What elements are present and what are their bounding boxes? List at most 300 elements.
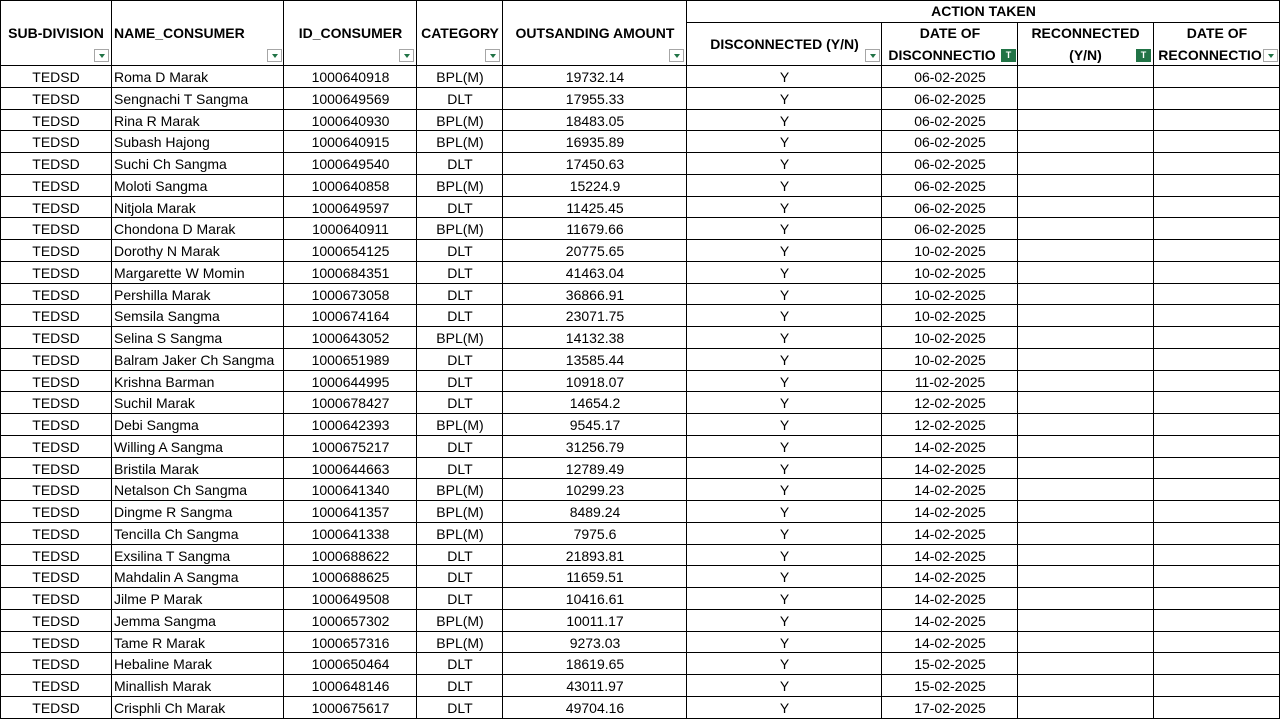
cell-id-consumer[interactable]: 1000675217 [311,438,390,455]
cell-category[interactable]: DLT [447,373,473,390]
cell-disconnection-date[interactable]: 14-02-2025 [914,569,986,586]
cell-outstanding-amount[interactable]: 11679.66 [566,221,624,238]
header-reconnected-line2[interactable]: (Y/N) [1069,47,1102,63]
cell-id-consumer[interactable]: 1000641340 [311,482,390,499]
filter-dropdown-disconnected[interactable] [865,49,880,62]
table-row[interactable] [0,305,1280,327]
cell-sub-division[interactable]: TEDSD [32,547,80,564]
table-row[interactable] [0,479,1280,501]
cell-outstanding-amount[interactable]: 43011.97 [566,678,624,694]
table-row[interactable] [0,66,1280,88]
cell-id-consumer[interactable]: 1000649597 [311,199,390,216]
cell-name-consumer[interactable]: Netalson Ch Sangma [114,482,248,499]
cell-disconnection-date[interactable]: 14-02-2025 [914,634,986,651]
cell-name-consumer[interactable]: Jilme P Marak [114,591,203,607]
cell-outstanding-amount[interactable]: 10416.61 [565,591,625,607]
cell-category[interactable]: DLT [447,199,473,216]
cell-reconnection-date[interactable] [1155,131,1279,153]
filter-dropdown-id-consumer[interactable] [399,49,414,62]
cell-reconnection-date[interactable] [1155,697,1279,719]
table-row[interactable] [0,653,1280,675]
cell-sub-division[interactable]: TEDSD [32,417,80,433]
cell-outstanding-amount[interactable]: 11425.45 [566,199,624,216]
cell-disconnected[interactable]: Y [779,591,790,607]
header-disc-date-line2[interactable]: DISCONNECTIO [888,47,996,63]
cell-id-consumer[interactable]: 1000641338 [311,525,390,542]
cell-name-consumer[interactable]: Krishna Barman [114,373,215,390]
table-row[interactable] [0,371,1280,393]
cell-reconnection-date[interactable] [1155,197,1279,219]
cell-disconnection-date[interactable]: 14-02-2025 [914,591,986,607]
cell-outstanding-amount[interactable]: 12789.49 [565,460,625,477]
cell-disconnected[interactable]: Y [779,547,790,564]
cell-id-consumer[interactable]: 1000640918 [311,69,390,85]
cell-reconnection-date[interactable] [1155,479,1279,501]
cell-name-consumer[interactable]: Pershilla Marak [114,286,211,303]
cell-reconnection-date[interactable] [1155,610,1279,632]
cell-disconnected[interactable]: Y [779,612,790,629]
cell-category[interactable]: BPL(M) [436,177,484,194]
cell-reconnected[interactable] [1019,240,1152,262]
cell-reconnection-date[interactable] [1155,675,1279,697]
cell-disconnection-date[interactable]: 14-02-2025 [914,612,986,629]
cell-disconnection-date[interactable]: 10-02-2025 [914,243,986,259]
table-row[interactable] [0,284,1280,306]
cell-category[interactable]: DLT [447,264,473,281]
cell-reconnected[interactable] [1019,458,1152,480]
table-row[interactable] [0,197,1280,219]
header-disc-date-line1[interactable]: DATE OF [919,25,981,41]
table-row[interactable] [0,88,1280,110]
cell-category[interactable]: DLT [447,90,473,107]
cell-sub-division[interactable]: TEDSD [32,699,80,716]
cell-reconnected[interactable] [1019,197,1152,219]
header-rec-date-line2[interactable]: RECONNECTIO [1158,47,1262,63]
cell-reconnection-date[interactable] [1155,153,1279,175]
cell-name-consumer[interactable]: Suchil Marak [114,395,195,412]
cell-outstanding-amount[interactable]: 9273.03 [569,634,621,651]
cell-disconnected[interactable]: Y [779,460,790,477]
table-row[interactable] [0,545,1280,567]
cell-id-consumer[interactable]: 1000640858 [311,177,390,194]
cell-name-consumer[interactable]: Selina S Sangma [114,330,223,346]
cell-disconnection-date[interactable]: 06-02-2025 [914,90,986,107]
header-outstanding-amount[interactable]: OUTSANDING AMOUNT [515,25,675,41]
cell-category[interactable]: DLT [447,438,473,455]
cell-category[interactable]: BPL(M) [436,634,484,651]
cell-disconnection-date[interactable]: 14-02-2025 [914,460,986,477]
cell-disconnected[interactable]: Y [779,199,790,216]
cell-name-consumer[interactable]: Tame R Marak [114,634,206,651]
cell-sub-division[interactable]: TEDSD [32,591,80,607]
cell-reconnection-date[interactable] [1155,305,1279,327]
cell-category[interactable]: DLT [447,156,473,172]
cell-id-consumer[interactable]: 1000649540 [311,156,390,172]
cell-reconnection-date[interactable] [1155,349,1279,371]
cell-disconnected[interactable]: Y [779,438,790,455]
cell-sub-division[interactable]: TEDSD [32,656,80,673]
cell-id-consumer[interactable]: 1000673058 [311,286,390,303]
cell-sub-division[interactable]: TEDSD [32,373,80,390]
cell-id-consumer[interactable]: 1000675617 [311,699,390,716]
cell-reconnected[interactable] [1019,610,1152,632]
cell-category[interactable]: DLT [447,308,473,325]
filter-active-disc-date[interactable] [1001,49,1016,62]
cell-sub-division[interactable]: TEDSD [32,221,80,238]
table-row[interactable] [0,110,1280,132]
table-row[interactable] [0,327,1280,349]
cell-reconnected[interactable] [1019,501,1152,523]
cell-reconnected[interactable] [1019,523,1152,545]
cell-reconnected[interactable] [1019,632,1152,654]
cell-reconnection-date[interactable] [1155,66,1279,88]
cell-disconnected[interactable]: Y [779,69,790,85]
cell-sub-division[interactable]: TEDSD [32,90,80,107]
cell-category[interactable]: BPL(M) [436,482,484,499]
cell-id-consumer[interactable]: 1000649508 [311,591,390,607]
cell-category[interactable]: BPL(M) [436,221,484,238]
cell-name-consumer[interactable]: Bristila Marak [114,460,199,477]
cell-reconnected[interactable] [1019,327,1152,349]
cell-name-consumer[interactable]: Dorothy N Marak [114,243,220,259]
cell-reconnection-date[interactable] [1155,414,1279,436]
cell-reconnected[interactable] [1019,675,1152,697]
cell-disconnection-date[interactable]: 11-02-2025 [914,373,986,390]
cell-name-consumer[interactable]: Willing A Sangma [114,438,223,455]
cell-reconnection-date[interactable] [1155,458,1279,480]
cell-reconnection-date[interactable] [1155,501,1279,523]
table-row[interactable] [0,240,1280,262]
cell-disconnection-date[interactable]: 12-02-2025 [914,395,986,412]
cell-reconnection-date[interactable] [1155,262,1279,284]
cell-sub-division[interactable]: TEDSD [32,308,80,325]
cell-disconnection-date[interactable]: 10-02-2025 [914,286,986,303]
cell-sub-division[interactable]: TEDSD [32,634,80,651]
cell-outstanding-amount[interactable]: 9545.17 [569,417,621,433]
cell-name-consumer[interactable]: Minallish Marak [114,678,212,694]
cell-name-consumer[interactable]: Tencilla Ch Sangma [114,525,239,542]
cell-category[interactable]: BPL(M) [436,134,484,151]
cell-disconnected[interactable]: Y [779,221,790,238]
cell-sub-division[interactable]: TEDSD [32,112,80,129]
cell-disconnection-date[interactable]: 15-02-2025 [914,656,986,673]
cell-outstanding-amount[interactable]: 31256.79 [565,438,625,455]
cell-reconnection-date[interactable] [1155,392,1279,414]
cell-name-consumer[interactable]: Margarette W Momin [114,264,245,281]
cell-category[interactable]: DLT [447,591,473,607]
cell-reconnection-date[interactable] [1155,566,1279,588]
cell-category[interactable]: DLT [447,460,473,477]
cell-disconnection-date[interactable]: 06-02-2025 [914,199,986,216]
cell-disconnection-date[interactable]: 06-02-2025 [914,134,986,151]
cell-outstanding-amount[interactable]: 11659.51 [566,569,624,586]
cell-outstanding-amount[interactable]: 17450.63 [565,156,625,172]
cell-id-consumer[interactable]: 1000650464 [311,656,390,673]
table-row[interactable] [0,588,1280,610]
cell-sub-division[interactable]: TEDSD [32,69,80,85]
cell-id-consumer[interactable]: 1000684351 [311,264,390,281]
cell-outstanding-amount[interactable]: 16935.89 [565,134,625,151]
cell-id-consumer[interactable]: 1000678427 [311,395,390,412]
cell-reconnection-date[interactable] [1155,523,1279,545]
cell-disconnected[interactable]: Y [779,264,790,281]
header-id-consumer[interactable]: ID_CONSUMER [298,25,403,41]
table-row[interactable] [0,218,1280,240]
table-row[interactable] [0,697,1280,719]
cell-name-consumer[interactable]: Crisphli Ch Marak [114,699,226,716]
cell-disconnected[interactable]: Y [779,504,790,520]
cell-outstanding-amount[interactable]: 21893.81 [565,547,625,564]
cell-sub-division[interactable]: TEDSD [32,612,80,629]
table-row[interactable] [0,414,1280,436]
cell-reconnected[interactable] [1019,175,1152,197]
cell-disconnection-date[interactable]: 14-02-2025 [914,482,986,499]
cell-name-consumer[interactable]: Hebaline Marak [114,656,213,673]
cell-id-consumer[interactable]: 1000644663 [311,460,390,477]
cell-sub-division[interactable]: TEDSD [32,569,80,586]
cell-name-consumer[interactable]: Rina R Marak [114,112,200,129]
cell-reconnection-date[interactable] [1155,240,1279,262]
header-disconnected[interactable]: DISCONNECTED (Y/N) [710,36,859,52]
cell-reconnected[interactable] [1019,545,1152,567]
cell-disconnected[interactable]: Y [779,112,790,129]
cell-id-consumer[interactable]: 1000688625 [311,569,390,586]
cell-category[interactable]: DLT [447,286,473,303]
cell-disconnection-date[interactable]: 14-02-2025 [914,438,986,455]
cell-sub-division[interactable]: TEDSD [32,330,80,346]
filter-dropdown-rec-date[interactable] [1263,49,1278,62]
cell-category[interactable]: BPL(M) [436,504,484,520]
cell-reconnected[interactable] [1019,88,1152,110]
cell-disconnection-date[interactable]: 06-02-2025 [914,69,986,85]
cell-outstanding-amount[interactable]: 36866.91 [565,286,625,303]
table-row[interactable] [0,131,1280,153]
cell-disconnected[interactable]: Y [779,351,790,368]
cell-reconnected[interactable] [1019,566,1152,588]
cell-disconnected[interactable]: Y [779,482,790,499]
header-reconnected-line1[interactable]: RECONNECTED [1031,25,1140,41]
cell-disconnected[interactable]: Y [779,286,790,303]
cell-sub-division[interactable]: TEDSD [32,504,80,520]
cell-disconnection-date[interactable]: 12-02-2025 [914,417,986,433]
cell-id-consumer[interactable]: 1000654125 [311,243,390,259]
cell-reconnection-date[interactable] [1155,175,1279,197]
cell-reconnection-date[interactable] [1155,284,1279,306]
cell-reconnected[interactable] [1019,349,1152,371]
cell-sub-division[interactable]: TEDSD [32,177,80,194]
cell-disconnected[interactable]: Y [779,177,790,194]
cell-name-consumer[interactable]: Sengnachi T Sangma [114,90,249,107]
header-name-consumer[interactable]: NAME_CONSUMER [114,25,245,41]
cell-sub-division[interactable]: TEDSD [32,199,80,216]
cell-outstanding-amount[interactable]: 41463.04 [565,264,625,281]
cell-sub-division[interactable]: TEDSD [32,482,80,499]
cell-sub-division[interactable]: TEDSD [32,243,80,259]
cell-name-consumer[interactable]: Jemma Sangma [114,612,216,629]
cell-category[interactable]: DLT [447,351,473,368]
table-row[interactable] [0,566,1280,588]
cell-outstanding-amount[interactable]: 7975.6 [573,525,617,542]
filter-dropdown-name-consumer[interactable] [267,49,282,62]
cell-disconnection-date[interactable]: 06-02-2025 [914,177,986,194]
cell-id-consumer[interactable]: 1000651989 [311,351,390,368]
cell-reconnected[interactable] [1019,392,1152,414]
cell-outstanding-amount[interactable]: 18619.65 [565,656,625,673]
cell-disconnection-date[interactable]: 14-02-2025 [914,525,986,542]
header-rec-date-line1[interactable]: DATE OF [1186,25,1248,41]
cell-category[interactable]: BPL(M) [436,330,484,346]
cell-reconnected[interactable] [1019,697,1152,719]
cell-category[interactable]: BPL(M) [436,525,484,542]
cell-reconnection-date[interactable] [1155,110,1279,132]
cell-outstanding-amount[interactable]: 13585.44 [565,351,625,368]
cell-disconnected[interactable]: Y [779,308,790,325]
cell-disconnected[interactable]: Y [779,134,790,151]
cell-reconnection-date[interactable] [1155,436,1279,458]
table-row[interactable] [0,436,1280,458]
cell-outstanding-amount[interactable]: 18483.05 [565,112,625,129]
cell-reconnected[interactable] [1019,414,1152,436]
cell-id-consumer[interactable]: 1000641357 [311,504,390,520]
cell-sub-division[interactable]: TEDSD [32,264,80,281]
cell-reconnected[interactable] [1019,479,1152,501]
cell-disconnection-date[interactable]: 06-02-2025 [914,221,986,238]
filter-active-reconnected[interactable] [1136,49,1151,62]
cell-name-consumer[interactable]: Semsila Sangma [114,308,220,325]
table-row[interactable] [0,675,1280,697]
cell-category[interactable]: DLT [447,569,473,586]
cell-reconnected[interactable] [1019,66,1152,88]
cell-disconnected[interactable]: Y [779,525,790,542]
cell-name-consumer[interactable]: Balram Jaker Ch Sangma [114,351,275,368]
cell-category[interactable]: DLT [447,699,473,716]
cell-reconnected[interactable] [1019,436,1152,458]
cell-id-consumer[interactable]: 1000640930 [311,112,390,129]
table-row[interactable] [0,523,1280,545]
cell-disconnection-date[interactable]: 10-02-2025 [914,308,986,325]
cell-sub-division[interactable]: TEDSD [32,286,80,303]
cell-outstanding-amount[interactable]: 10011.17 [566,612,624,629]
cell-disconnection-date[interactable]: 06-02-2025 [914,112,986,129]
cell-name-consumer[interactable]: Mahdalin A Sangma [114,569,239,586]
cell-name-consumer[interactable]: Roma D Marak [114,69,209,85]
cell-reconnection-date[interactable] [1155,632,1279,654]
cell-id-consumer[interactable]: 1000642393 [311,417,390,433]
cell-disconnection-date[interactable]: 14-02-2025 [914,547,986,564]
cell-disconnected[interactable]: Y [779,569,790,586]
cell-reconnection-date[interactable] [1155,653,1279,675]
table-row[interactable] [0,349,1280,371]
cell-disconnected[interactable]: Y [779,395,790,412]
cell-sub-division[interactable]: TEDSD [32,525,80,542]
cell-outstanding-amount[interactable]: 19732.14 [565,69,625,85]
filter-dropdown-outstanding-amount[interactable] [669,49,684,62]
header-sub-division[interactable]: SUB-DIVISION [8,25,104,41]
cell-sub-division[interactable]: TEDSD [32,678,80,694]
cell-disconnection-date[interactable]: 10-02-2025 [914,330,986,346]
cell-sub-division[interactable]: TEDSD [32,134,80,151]
cell-disconnection-date[interactable]: 17-02-2025 [914,699,986,716]
cell-id-consumer[interactable]: 1000674164 [311,308,390,325]
table-row[interactable] [0,610,1280,632]
cell-id-consumer[interactable]: 1000640911 [312,221,389,238]
table-row[interactable] [0,632,1280,654]
cell-reconnected[interactable] [1019,131,1152,153]
table-row[interactable] [0,153,1280,175]
cell-name-consumer[interactable]: Dingme R Sangma [114,504,233,520]
cell-reconnected[interactable] [1019,305,1152,327]
cell-name-consumer[interactable]: Subash Hajong [114,134,210,151]
cell-disconnected[interactable]: Y [779,678,790,694]
cell-category[interactable]: DLT [447,656,473,673]
cell-disconnection-date[interactable]: 10-02-2025 [914,264,986,281]
table-row[interactable] [0,175,1280,197]
cell-disconnected[interactable]: Y [779,373,790,390]
cell-id-consumer[interactable]: 1000688622 [311,547,390,564]
cell-outstanding-amount[interactable]: 49704.16 [565,699,625,716]
cell-outstanding-amount[interactable]: 15224.9 [569,177,621,194]
cell-outstanding-amount[interactable]: 8489.24 [569,504,621,520]
cell-reconnection-date[interactable] [1155,218,1279,240]
cell-sub-division[interactable]: TEDSD [32,438,80,455]
cell-disconnected[interactable]: Y [779,156,790,172]
cell-sub-division[interactable]: TEDSD [32,351,80,368]
header-category[interactable]: CATEGORY [421,25,499,41]
cell-category[interactable]: BPL(M) [436,112,484,129]
filter-dropdown-category[interactable] [485,49,500,62]
cell-id-consumer[interactable]: 1000640915 [311,134,390,151]
cell-id-consumer[interactable]: 1000657302 [311,612,390,629]
cell-disconnection-date[interactable]: 14-02-2025 [914,504,986,520]
cell-id-consumer[interactable]: 1000649569 [311,90,390,107]
cell-reconnected[interactable] [1019,588,1152,610]
cell-sub-division[interactable]: TEDSD [32,395,80,412]
cell-disconnected[interactable]: Y [779,243,790,259]
cell-name-consumer[interactable]: Exsilina T Sangma [114,547,231,564]
cell-disconnected[interactable]: Y [779,634,790,651]
cell-disconnection-date[interactable]: 06-02-2025 [914,156,986,172]
cell-reconnected[interactable] [1019,371,1152,393]
cell-name-consumer[interactable]: Debi Sangma [114,417,199,433]
cell-name-consumer[interactable]: Nitjola Marak [114,199,196,216]
cell-reconnected[interactable] [1019,284,1152,306]
cell-sub-division[interactable]: TEDSD [32,460,80,477]
cell-id-consumer[interactable]: 1000643052 [311,330,390,346]
cell-reconnection-date[interactable] [1155,371,1279,393]
cell-disconnected[interactable]: Y [779,699,790,716]
cell-outstanding-amount[interactable]: 10918.07 [565,373,625,390]
cell-disconnection-date[interactable]: 10-02-2025 [914,351,986,368]
cell-reconnected[interactable] [1019,110,1152,132]
cell-id-consumer[interactable]: 1000648146 [311,678,390,694]
cell-id-consumer[interactable]: 1000644995 [311,373,390,390]
cell-reconnection-date[interactable] [1155,88,1279,110]
cell-category[interactable]: DLT [447,243,473,259]
filter-dropdown-sub-division[interactable] [94,49,109,62]
cell-reconnected[interactable] [1019,218,1152,240]
cell-outstanding-amount[interactable]: 17955.33 [565,90,625,107]
cell-reconnection-date[interactable] [1155,588,1279,610]
cell-reconnected[interactable] [1019,653,1152,675]
cell-outstanding-amount[interactable]: 14132.38 [565,330,625,346]
cell-category[interactable]: BPL(M) [436,69,484,85]
cell-reconnection-date[interactable] [1155,327,1279,349]
cell-reconnected[interactable] [1019,262,1152,284]
cell-disconnected[interactable]: Y [779,90,790,107]
cell-reconnected[interactable] [1019,153,1152,175]
cell-category[interactable]: BPL(M) [436,417,484,433]
cell-id-consumer[interactable]: 1000657316 [311,634,390,651]
